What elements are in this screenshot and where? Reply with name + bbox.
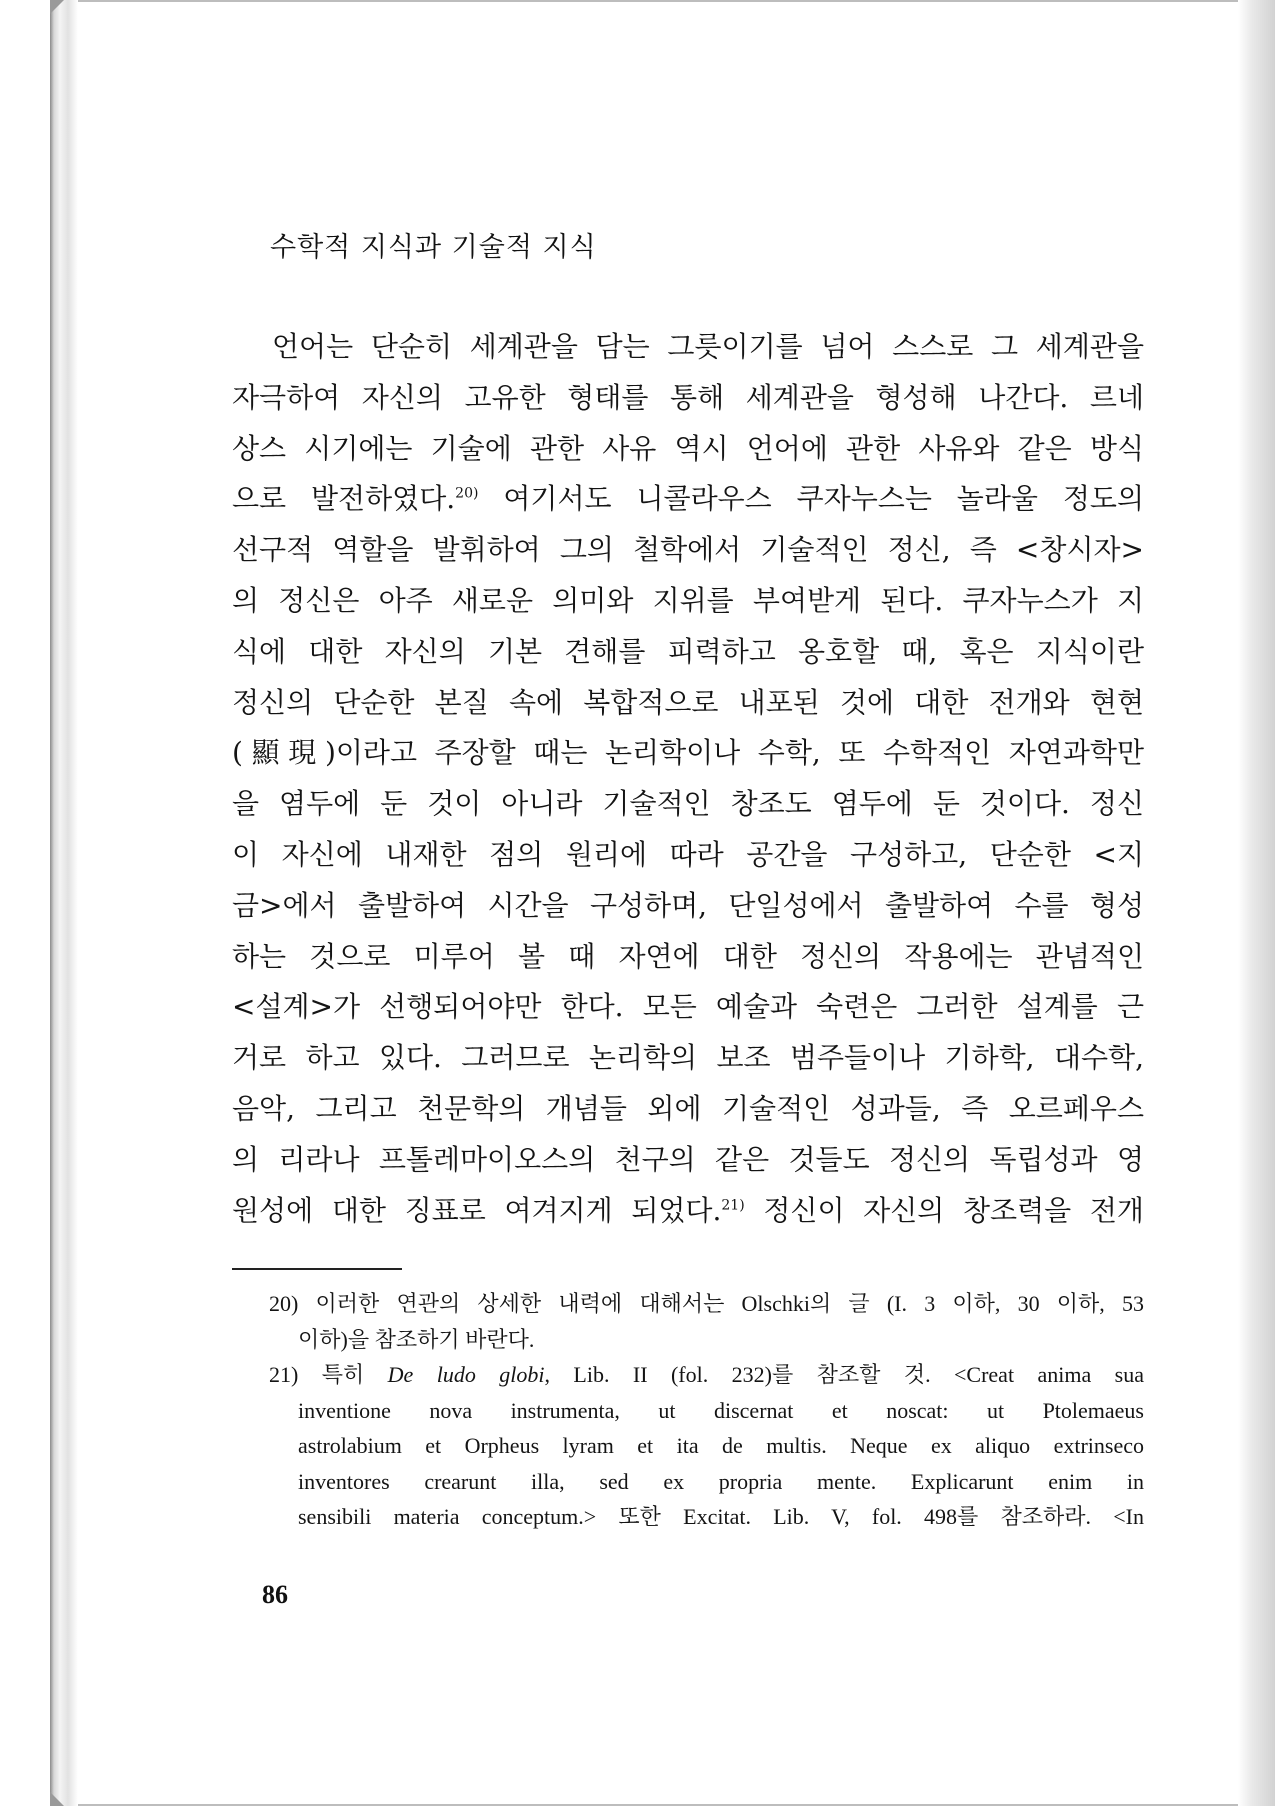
footnote-separator [232, 1268, 402, 1270]
body-line: 이 자신에 내재한 점의 원리에 따라 공간을 구성하고, 단순한 <지 [232, 837, 1144, 871]
footnote-21-line: astrolabium et Orpheus lyram et ita de multis. Neque ex aliquo extrinseco [298, 1433, 1144, 1458]
body-line-text: 여기서도 니콜라우스 쿠자누스는 놀라울 정도의 [503, 482, 1144, 516]
book-spine-edge [50, 0, 78, 1806]
body-line: 정신의 단순한 본질 속에 복합적으로 내포된 것에 대한 전개와 현현 [232, 685, 1144, 719]
body-line: 금>에서 출발하여 시간을 구성하며, 단일성에서 출발하여 수를 형성 [232, 888, 1144, 922]
footnote-21-work-title: De ludo globi [387, 1362, 545, 1387]
body-line-text: 으로 발전하였다. [232, 482, 456, 516]
footnote-20-line: 이하)을 참조하기 바란다. [298, 1326, 535, 1352]
body-line: 선구적 역할을 발휘하여 그의 철학에서 기술적인 정신, 즉 <창시자> [232, 533, 1144, 567]
body-line: (顯現)이라고 주장할 때는 논리학이나 수학, 또 수학적인 자연과학만 [232, 736, 1144, 770]
page-number: 86 [262, 1580, 288, 1609]
body-line: 식에 대한 자신의 기본 견해를 피력하고 옹호할 때, 혹은 지식이란 [232, 634, 1144, 668]
book-edge-corner-bottom [50, 1792, 64, 1806]
section-title: 수학적 지식과 기술적 지식 [270, 232, 597, 263]
footnote-21-text: , Lib. II (fol. 232)를 참조할 것. <Creat anima sua [544, 1362, 1144, 1387]
body-line-text: 정신이 자신의 창조력을 전개 [763, 1193, 1144, 1227]
body-line: 을 염두에 둔 것이 아니라 기술적인 창조도 염두에 둔 것이다. 정신 [232, 787, 1144, 821]
body-line: 상스 시기에는 기술에 관한 사유 역시 언어에 관한 사유와 같은 방식 [232, 431, 1144, 465]
footnote-ref-20[interactable]: 20) [455, 486, 479, 503]
footnote-20-line: 20) 이러한 연관의 상세한 내력에 대해서는 Olschki의 글 (I. 3 이하, 30 이하, 53 [269, 1291, 1144, 1316]
footnote-ref-21[interactable]: 21) [721, 1197, 745, 1214]
body-line: 하는 것으로 미루어 볼 때 자연에 대한 정신의 작용에는 관념적인 [232, 939, 1144, 973]
book-edge-corner-top [50, 0, 64, 14]
page-right-shadow [1238, 0, 1275, 1806]
body-line: 자극하여 자신의 고유한 형태를 통해 세계관을 형성해 나간다. 르네 [232, 380, 1144, 414]
footnote-21-line: sensibili materia conceptum.> 또한 Excitat. Lib. V, fol. 498를 참조하라. <In [298, 1504, 1144, 1529]
footnote-21-prefix: 21) 특히 [269, 1362, 388, 1387]
body-line: 의 정신은 아주 새로운 의미와 지위를 부여받게 된다. 쿠자누스가 지 [232, 583, 1144, 617]
body-line: 거로 하고 있다. 그러므로 논리학의 보조 범주들이나 기하학, 대수학, [232, 1041, 1144, 1075]
body-line: <설계>가 선행되어야만 한다. 모든 예술과 숙련은 그러한 설계를 근 [232, 990, 1144, 1024]
body-line: 음악, 그리고 천문학의 개념들 외에 기술적인 성과들, 즉 오르페우스 [232, 1091, 1144, 1125]
footnotes [232, 1286, 1144, 1535]
body-paragraph [232, 322, 1144, 1236]
body-line-text: 원성에 대한 징표로 여겨지게 되었다. [232, 1193, 722, 1227]
body-line: 언어는 단순히 세계관을 담는 그릇이기를 넘어 스스로 그 세계관을 [272, 330, 1144, 363]
body-line: 의 리라나 프톨레마이오스의 천구의 같은 것들도 정신의 독립성과 영 [232, 1142, 1144, 1176]
footnote-21-line: inventores crearunt illa, sed ex propria mente. Explicarunt enim in [298, 1468, 1144, 1494]
footnote-21-line [232, 1357, 1144, 1393]
footnote-21-line: inventione nova instrumenta, ut discernat et noscat: ut Ptolemaeus [298, 1397, 1144, 1423]
body-line [232, 474, 1144, 525]
body-line [232, 1186, 1144, 1237]
